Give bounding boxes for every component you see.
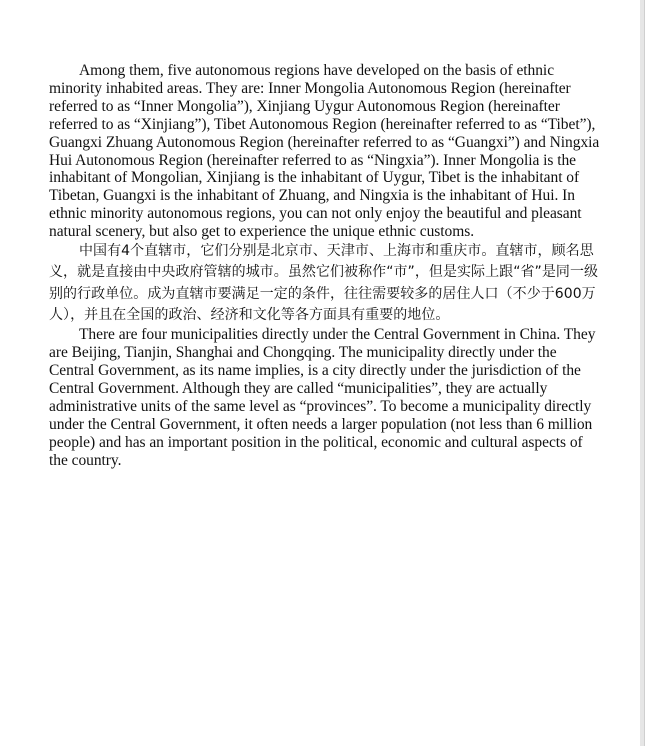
paragraph-autonomous-regions-en: Among them, five autonomous regions have developed on the basis of ethnic minority inhabited areas. They are: Inner Mongolia Autonomous Region (hereinafter referred to as “Inner Mongolia”), Xinjiang Uygur Autonomous Region (hereinafter referred to as “Xinjiang”), Tibet Autonomous Region (hereinafter referred to as “Tibet”), Guangxi Zhuang Autonomous Region (hereinafter referred to as “Guangxi”) and Ningxia Hui Autonomous Region (hereinafter referred to as “Ningxia”). Inner Mongolia is the inhabitant of Mongolian, Xinjiang is the inhabitant of Uygur, Tibet is the inhabitant of Tibetan, Guangxi is the inhabitant of Zhuang, and Ningxia is the inhabitant of Hui. In ethnic minority autonomous regions, you can not only enjoy the beautiful and pleasant natural scenery, but also get to experience the unique ethnic customs. bbox=[49, 62, 600, 241]
paragraph-municipalities-zh: 中国有4个直辖市，它们分别是北京市、天津市、上海市和重庆市。直辖市，顾名思义，就是直接由中央政府管辖的城市。虽然它们被称作“市”，但是实际上跟“省”是同一级别的行政单位。成为直辖市要满足一定的条件，往往需要较多的居住人口（不少于600万人），并且在全国的政治、经济和文化等各方面具有重要的地位。 bbox=[49, 243, 599, 323]
vertical-scrollbar[interactable] bbox=[640, 0, 644, 746]
paragraph-municipalities-en: There are four municipalities directly under the Central Government in China. They are Beijing, Tianjin, Shanghai and Chongqing. The municipality directly under the Central Government, as its name implies, is a city directly under the jurisdiction of the Central Government. Although they are called “municipalities”, they are actually administrative units of the same level as “provinces”. To become a municipality directly under the Central Government, it often needs a larger population (not less than 6 million people) and has an important position in the political, economic and cultural aspects of the country. bbox=[49, 326, 596, 469]
document-body bbox=[49, 62, 601, 470]
